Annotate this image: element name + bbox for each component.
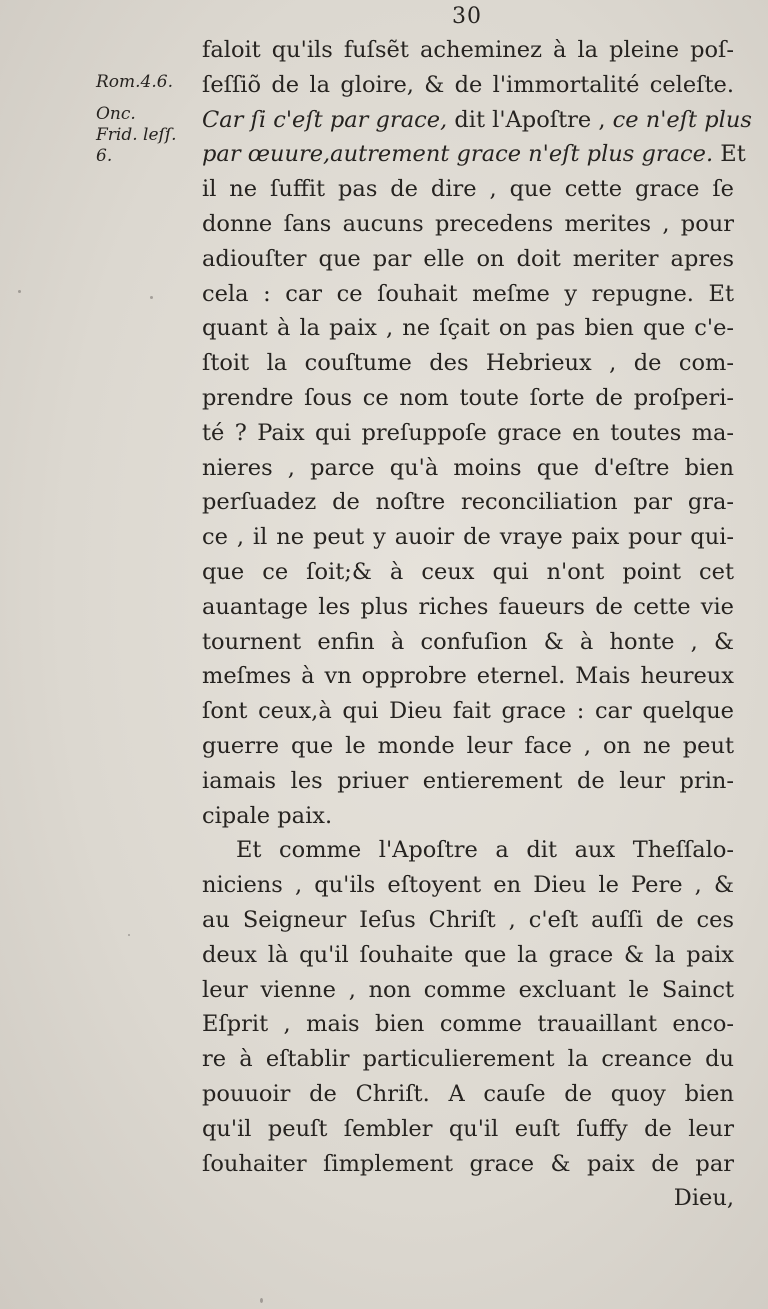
margin-notes	[96, 72, 206, 167]
text-segment: perſuadez de noſtre reconciliation par gra-	[202, 489, 734, 516]
text-segment: tournent enfin à confuſion & à honte , &	[202, 628, 734, 655]
text-line	[202, 1007, 734, 1042]
text-line	[202, 103, 752, 138]
text-segment: faloit qu'ils fuſsẽt acheminez à la pleine poſ-	[202, 37, 734, 63]
text-segment: prendre ſous ce nom toute ſorte de proſperi-	[202, 384, 734, 411]
text-line	[202, 346, 734, 381]
text-line	[202, 799, 734, 834]
margin-note: Rom.4.6.	[96, 72, 173, 92]
text-line	[202, 659, 734, 694]
text-line	[202, 903, 734, 938]
text-line	[202, 764, 734, 799]
text-segment: adiouſter que par elle on doit meriter apres	[202, 245, 734, 272]
text-segment: meſmes à vn opprobre eternel. Mais heureux	[202, 663, 734, 690]
text-line	[202, 1077, 734, 1112]
text-segment: ſeſſiõ de la gloire, & de l'immortalité celeſte.	[202, 71, 734, 98]
text-line	[202, 625, 734, 660]
italic-text: ce n'eſt plus	[612, 106, 752, 133]
text-line	[202, 555, 734, 590]
margin-note: Frid. leſſ.	[96, 125, 177, 145]
text-segment: cela : car ce ſouhait meſme y repugne. Et	[202, 280, 734, 307]
ink-speck	[18, 290, 21, 293]
italic-text: Car ſi c'eſt par grace,	[202, 106, 448, 133]
text-line	[202, 242, 734, 277]
ink-speck	[150, 296, 153, 299]
text-line	[202, 277, 734, 312]
text-segment: ce , il ne peut y auoir de vraye paix pour qui-	[202, 524, 734, 551]
text-segment: donne ſans aucuns precedens merites , pour	[202, 210, 734, 237]
text-segment: au Seigneur Ieſus Chriſt , c'eſt auſſi de ces	[202, 906, 734, 933]
text-line	[202, 451, 734, 486]
text-line	[202, 1042, 734, 1077]
text-segment: nieres , parce qu'à moins que d'eſtre bien	[202, 454, 734, 481]
text-line	[202, 520, 734, 555]
text-segment: té ? Paix qui preſuppoſe grace en toutes ma-	[202, 419, 734, 446]
page-number: 30	[452, 4, 482, 29]
text-segment: ſtoit la couſtume des Hebrieux , de com-	[202, 350, 734, 377]
text-line	[202, 33, 734, 68]
text-segment: Et comme l'Apoſtre a dit aux Theſſalo-	[236, 837, 734, 864]
text-line	[202, 485, 734, 520]
text-segment: iamais les priuer entierement de leur prin-	[202, 767, 734, 794]
text-line	[202, 137, 746, 172]
text-line	[202, 729, 734, 764]
text-line	[202, 973, 734, 1008]
text-segment: quant à la paix , ne ſçait on pas bien que c'e-	[202, 315, 734, 342]
ink-speck	[260, 1298, 263, 1303]
text-segment: que ce ſoit;& à ceux qui n'ont point cet	[202, 558, 734, 585]
text-line	[202, 172, 734, 207]
italic-text: par œuure,autrement grace n'eſt plus grace.	[202, 141, 714, 168]
text-line	[202, 1112, 734, 1147]
margin-note: 6.	[96, 146, 113, 166]
text-segment: leur vienne , non comme excluant le Sainct	[202, 976, 734, 1003]
body-text	[202, 33, 752, 1216]
text-line	[202, 68, 734, 103]
text-segment: il ne ſuffit pas de dire , que cette grace ſe	[202, 176, 734, 203]
margin-note: Onc.	[96, 104, 136, 124]
text-segment: re à eſtablir particulierement la creance du	[202, 1046, 734, 1073]
text-segment: cipale paix.	[202, 802, 333, 829]
ink-speck	[128, 934, 130, 936]
text-segment: ſont ceux,à qui Dieu fait grace : car quelque	[202, 698, 734, 725]
text-line	[202, 1147, 734, 1182]
text-line	[202, 207, 734, 242]
text-segment: auantage les plus riches faueurs de cette vie	[202, 593, 734, 620]
text-line	[202, 311, 734, 346]
text-segment: niciens , qu'ils eſtoyent en Dieu le Pere , &	[202, 872, 734, 899]
text-line	[202, 590, 734, 625]
text-segment: dit l'Apoſtre ,	[447, 106, 613, 133]
text-segment: qu'il peuſt ſembler qu'il euſt ſuffy de leur	[202, 1115, 734, 1142]
text-segment: Dieu,	[673, 1185, 734, 1212]
text-line	[202, 694, 734, 729]
text-line	[202, 381, 734, 416]
text-line	[202, 938, 734, 973]
text-segment: deux là qu'il ſouhaite que la grace & la paix	[202, 941, 734, 968]
text-line	[202, 833, 734, 868]
text-line	[202, 1181, 734, 1216]
text-segment: Eſprit , mais bien comme trauaillant enco-	[202, 1011, 734, 1038]
text-line	[202, 416, 734, 451]
text-segment: guerre que le monde leur face , on ne peut	[202, 732, 734, 759]
text-segment: ſouhaiter ſimplement grace & paix de par	[202, 1150, 734, 1177]
text-segment: pouuoir de Chriſt. A cauſe de quoy bien	[202, 1080, 734, 1107]
text-line	[202, 868, 734, 903]
text-segment: Et	[713, 141, 746, 168]
